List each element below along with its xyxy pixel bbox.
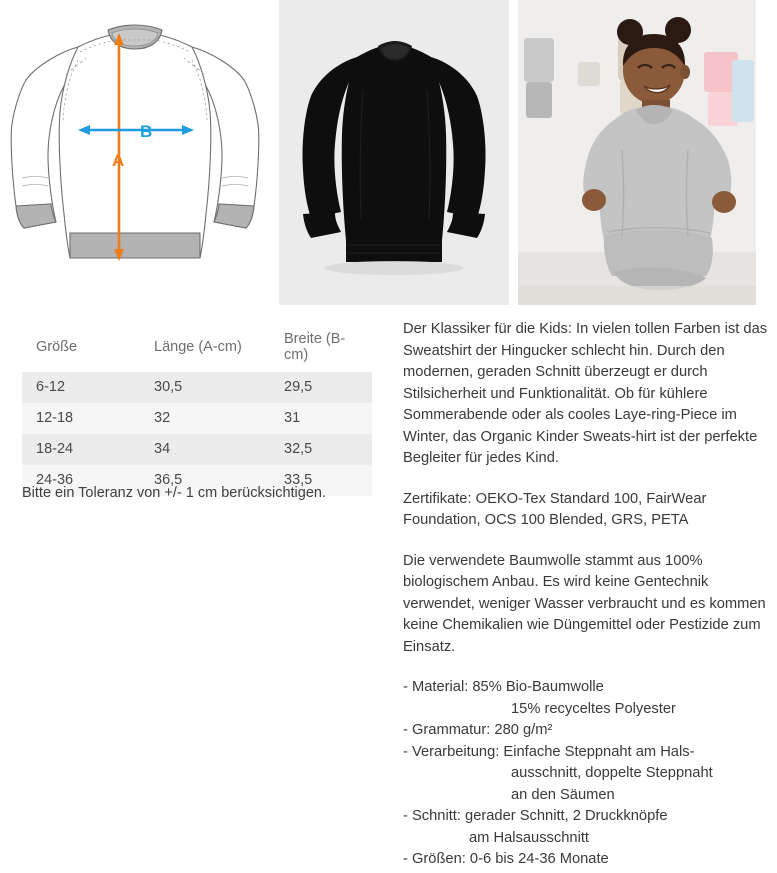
spec-list [403,677,769,871]
cell-size: 6-12 [36,379,66,395]
product-photo-black-sweatshirt [279,0,509,305]
image-row [0,0,777,305]
cell-size: 12-18 [36,410,74,426]
cell-length: 36,5 [154,472,183,488]
description-paragraph-1: Der Klassiker für die Kids: In vielen tollen Farben ist das Sweatshirt der Hingucker schlecht hin. Durch den modernen, geraden Schnitt überzeugt er durch Stilsicherheit und Funktionalität. Ob für kühlere Sommerabende oder als cooles Laye-ring-Piece im Winter, das Organic Kinder Sweats-hirt ist der perfekte Begleiter für jedes Kind. [403,321,768,466]
table-header-row [22,325,372,372]
cell-width: 29,5 [284,379,313,395]
certificates-paragraph: Zertifikate: OEKO-Tex Standard 100, FairWear Foundation, OCS 100 Blended, GRS, PETA [403,490,707,528]
size-table-wrapper [22,325,372,496]
cell-size: 24-36 [36,472,74,488]
column-header-size: Größe [36,339,78,355]
lifestyle-photo-cell [518,0,756,305]
spec-verarbeitung-line-3: an den Säumen [511,786,615,803]
spec-verarbeitung-line-2: ausschnitt, doppelte Steppnaht [511,765,713,781]
technical-drawing-cell [0,0,270,305]
cell-width: 31 [284,410,301,426]
spec-material: - Material: 85% Bio-Baumwolle [403,679,604,695]
spec-groessen: - Größen: 0-6 bis 24-36 Monate [403,851,609,867]
cell-width: 33,5 [284,472,313,488]
cell-length: 34 [154,441,171,457]
column-header-width: Breite (B-cm) [284,331,346,363]
label-a: A [112,151,125,170]
description-column [403,319,769,871]
spec-grammatur: - Grammatur: 280 g/m² [403,722,553,738]
cell-length: 30,5 [154,379,183,395]
spec-verarbeitung: - Verarbeitung: Einfache Steppnaht am Hals- [403,743,695,760]
lifestyle-photo-child-wearing-sweatshirt [518,0,756,305]
label-b: B [140,122,153,141]
spec-schnitt-line-2: am Halsausschnitt [469,829,589,846]
cell-size: 18-24 [36,441,74,457]
size-table [22,325,372,496]
technical-drawing-sweatshirt [0,0,270,305]
spec-schnitt: - Schnitt: gerader Schnitt, 2 Druckknöpfe [403,808,668,824]
product-photo-cell [279,0,509,305]
cotton-paragraph: Die verwendete Baumwolle stammt aus 100% biologischem Anbau. Es wird keine Gentechnik verwendet, weniger Wasser verbraucht und es kommen keine Chemikalien wie Düngemittel oder Pestizide zum Einsatz. [403,552,766,655]
spec-material-second: 15% recyceltes Polyester [511,700,676,717]
table-row [22,403,372,434]
cell-width: 32,5 [284,441,313,457]
cell-length: 32 [154,410,171,426]
tolerance-note: Bitte ein Toleranz von +/- 1 cm berücksichtigen. [22,485,326,501]
table-row [22,434,372,465]
column-header-length: Länge (A-cm) [154,339,242,355]
table-row [22,372,372,403]
